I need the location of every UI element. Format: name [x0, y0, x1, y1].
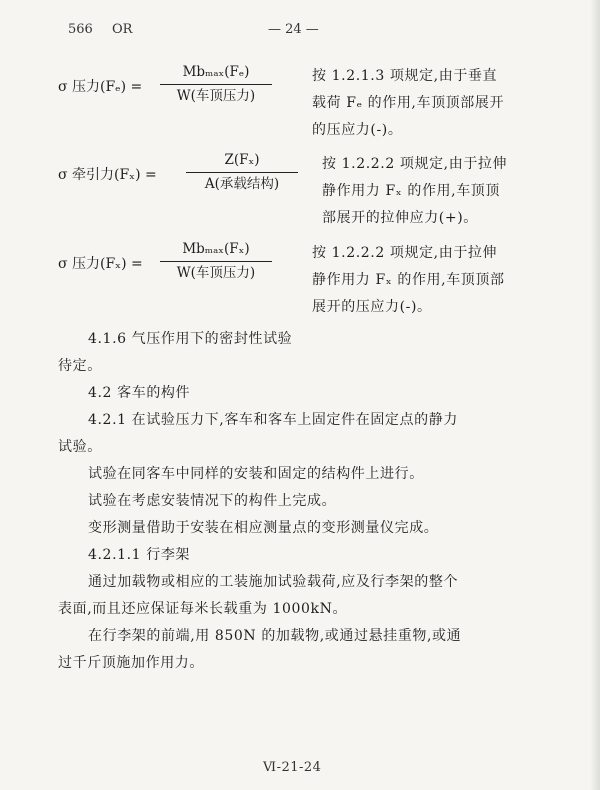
formula-2-explanation [322, 151, 507, 232]
formula-1-denominator: W(车顶压力) [176, 88, 256, 104]
formula-2-fraction [186, 150, 298, 195]
formula-3-numerator: Mbₘₐₓ(Fₓ) [182, 241, 250, 257]
formula-1-fraction [160, 62, 272, 107]
body-line: 试验在同客车中同样的安装和固定的结构件上进行。 [88, 466, 424, 482]
formula-3-denominator: W(车顶压力) [176, 265, 256, 281]
fraction-bar [160, 84, 272, 85]
page-footer: Ⅵ-21-24 [263, 760, 322, 775]
explanation-line: 按 1.2.1.3 项规定,由于垂直 [312, 68, 498, 84]
explanation-line: 部展开的拉伸应力(+)。 [322, 210, 478, 226]
header-code: OR [112, 22, 133, 37]
page-edge-shadow [590, 0, 600, 790]
section-heading-4-2-1-1: 4.2.1.1 行李架 [88, 547, 191, 563]
fraction-bar [160, 261, 272, 262]
section-heading-4-2-1: 4.2.1 在试验压力下,客车和客车上固定件在固定点的静力 [88, 412, 458, 428]
body-line: 试验。 [58, 439, 102, 455]
section-heading-4-2: 4.2 客车的构件 [88, 385, 191, 401]
body-line: 在行李架的前端,用 850N 的加载物,或通过悬挂重物,或通 [88, 628, 462, 644]
formula-3-fraction [160, 239, 272, 284]
explanation-line: 按 1.2.2.2 项规定,由于拉伸 [322, 156, 508, 172]
body-line: 待定。 [58, 358, 102, 374]
fraction-bar [186, 172, 298, 173]
explanation-line: 载荷 Fₑ 的作用,车顶顶部展开 [312, 95, 505, 111]
body-line: 试验在考虑安装情况下的构件上完成。 [88, 493, 337, 509]
formula-2-denominator: A(承载结构) [204, 176, 280, 192]
body-line: 通过加载物或相应的工装施加试验载荷,应及行李架的整个 [88, 574, 459, 590]
explanation-line: 静作用力 Fₓ 的作用,车顶顶 [322, 183, 500, 199]
formula-1-lhs: σ 压力(Fₑ) = [58, 79, 143, 95]
formula-2-lhs: σ 牵引力(Fₓ) = [58, 167, 157, 183]
body-line: 过千斤顶施加作用力。 [58, 655, 204, 671]
header-page-number: 566 [68, 22, 93, 37]
explanation-line: 的压应力(-)。 [312, 122, 403, 138]
formula-2-numerator: Z(Fₓ) [224, 152, 260, 168]
header-center: — 24 — [268, 22, 319, 37]
formula-1-explanation [312, 63, 504, 144]
section-heading-4-1-6: 4.1.6 气压作用下的密封性试验 [88, 331, 293, 347]
explanation-line: 静作用力 Fₓ 的作用,车顶顶部 [312, 272, 505, 288]
formula-3-explanation [312, 240, 505, 321]
explanation-line: 展开的压应力(-)。 [312, 299, 432, 315]
formula-3-lhs: σ 压力(Fₓ) = [58, 256, 143, 272]
body-line: 变形测量借助于安装在相应测量点的变形测量仪完成。 [88, 520, 439, 536]
formula-1-numerator: Mbₘₐₓ(Fₑ) [182, 64, 250, 80]
explanation-line: 按 1.2.2.2 项规定,由于拉伸 [312, 245, 498, 261]
body-line: 表面,而且还应保证每米长载重为 1000kN。 [58, 601, 348, 617]
